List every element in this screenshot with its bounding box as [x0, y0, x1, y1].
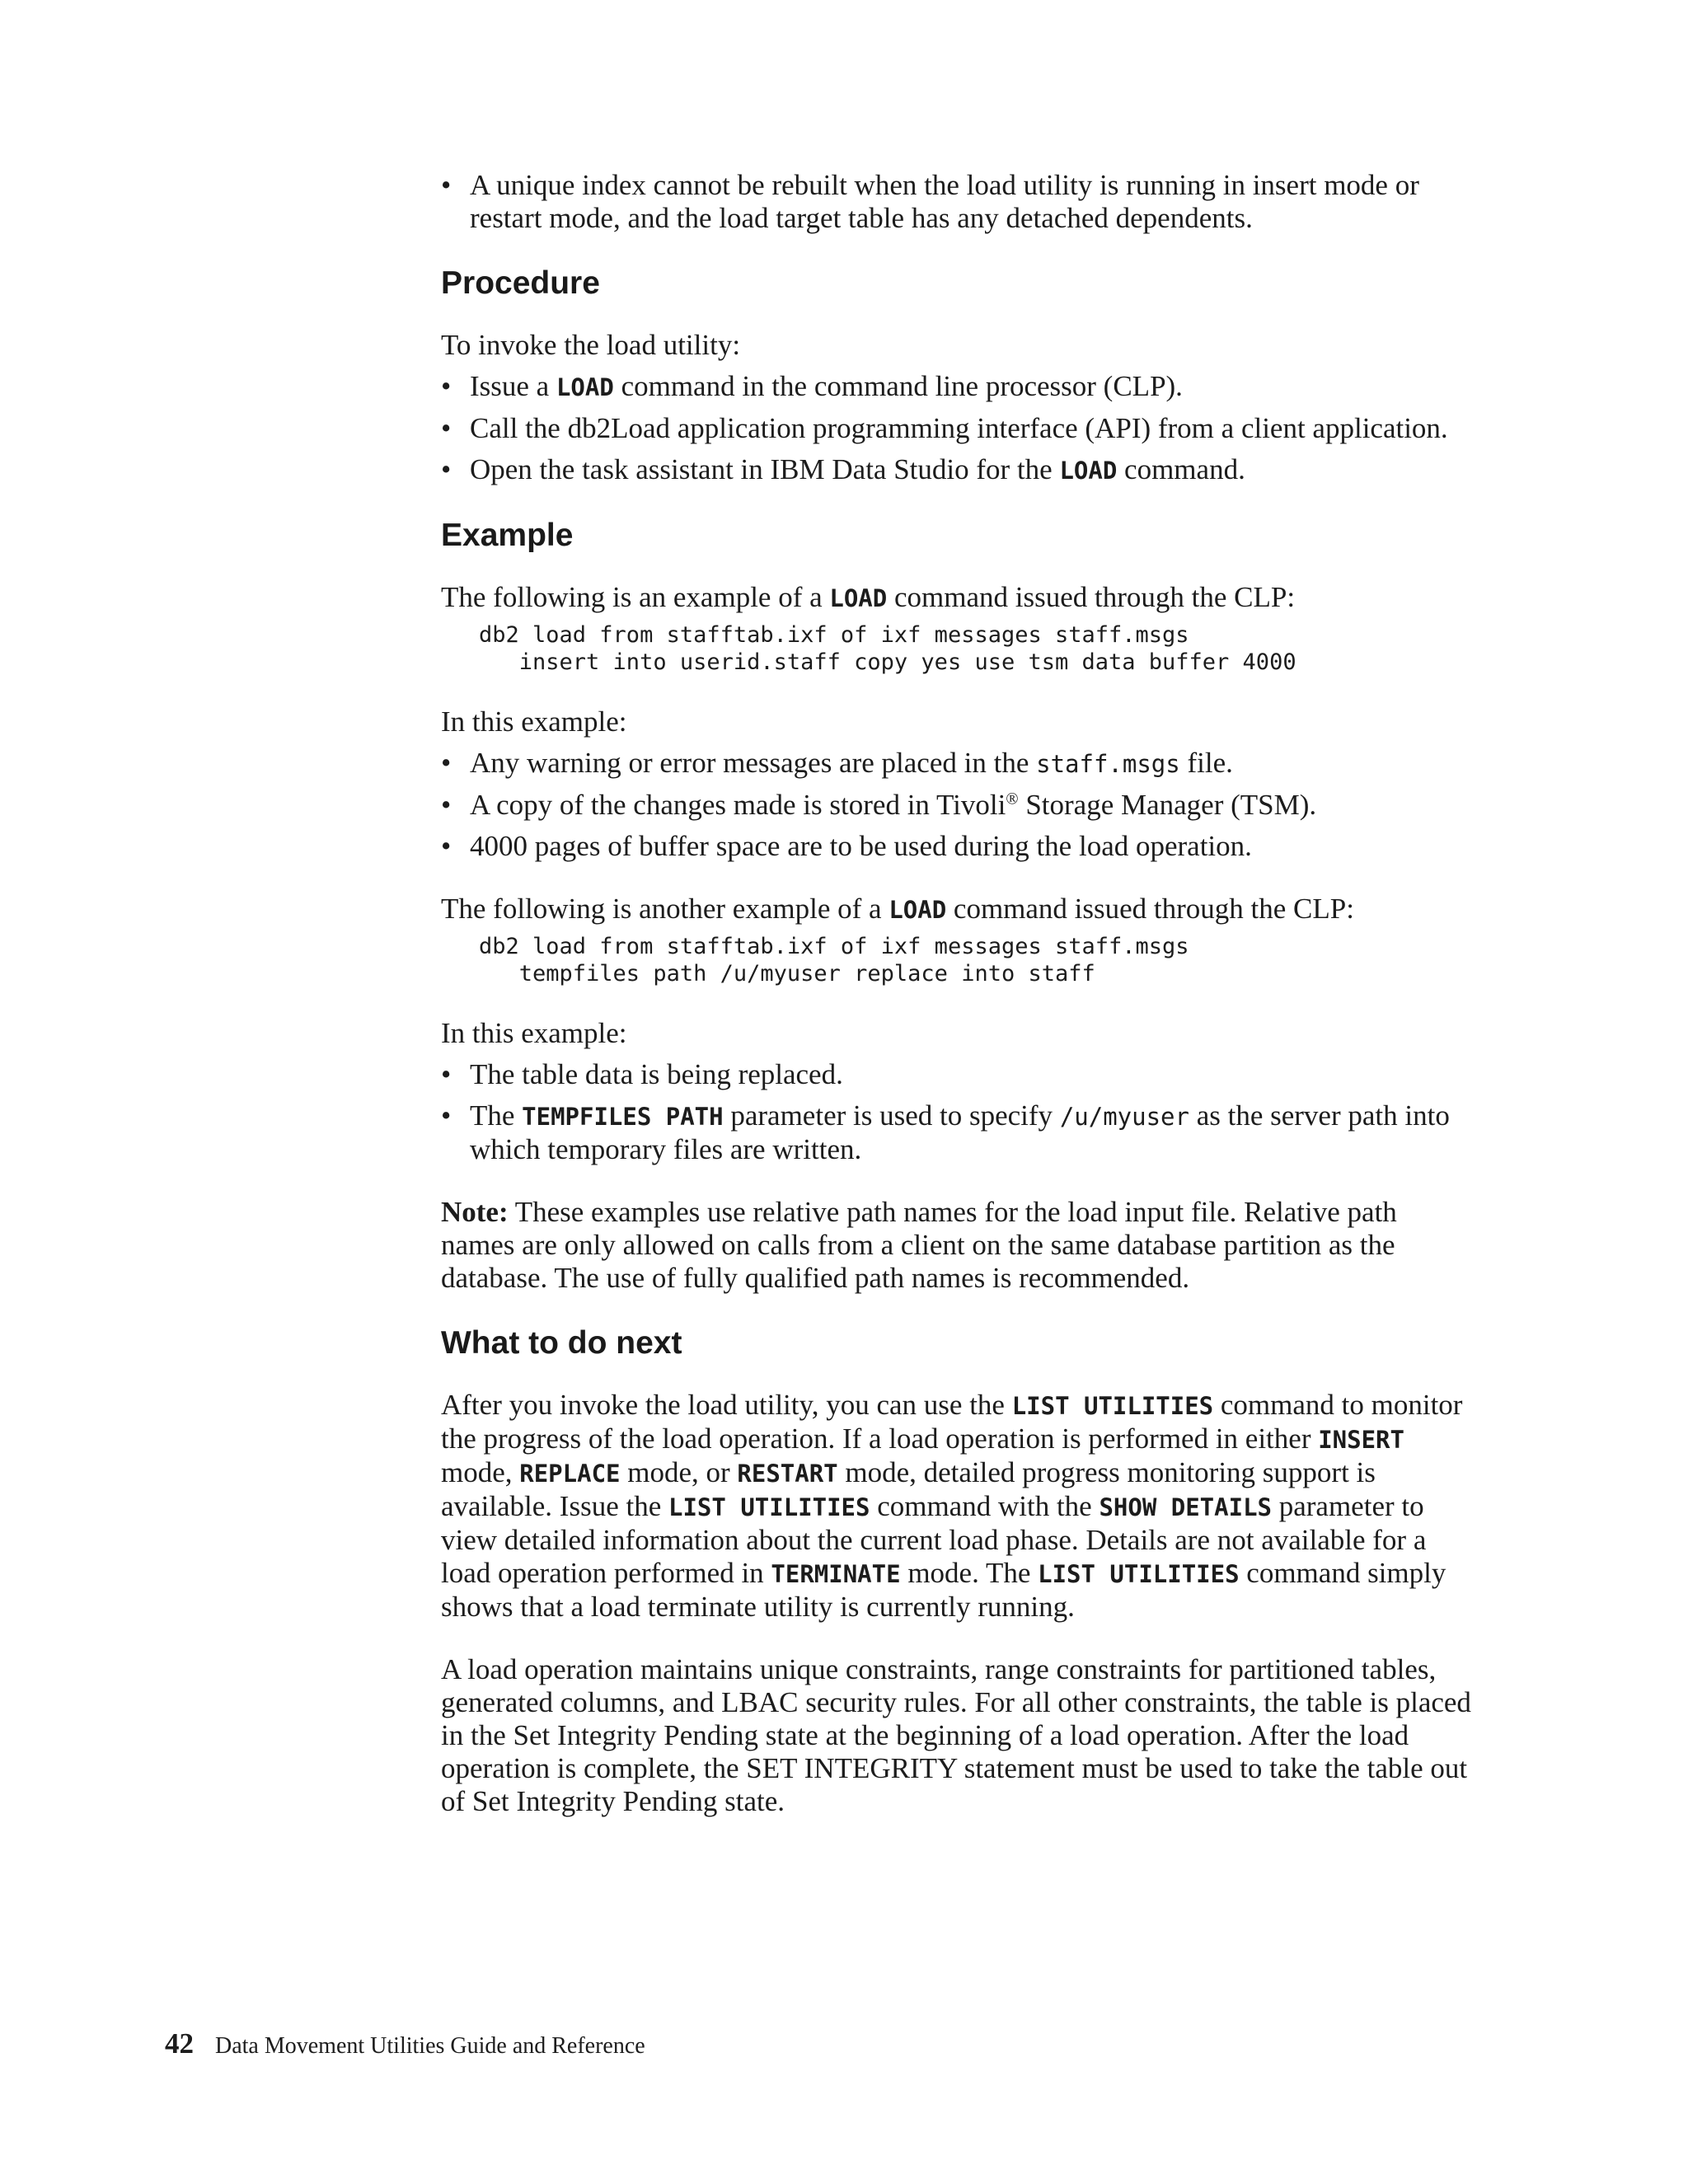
command-keyword: LOAD: [889, 896, 947, 924]
command-keyword: LIST UTILITIES: [1011, 1392, 1214, 1420]
example-intro: In this example:: [441, 1017, 627, 1049]
registered-mark: ®: [1006, 790, 1019, 808]
top-bullet-list: [441, 169, 1471, 235]
list-item: • 4000 pages of buffer space are to be used during the load operation.: [441, 830, 1471, 863]
list-item: • Issue a LOAD command in the command line processor (CLP).: [441, 370, 1471, 404]
list-item: • A unique index cannot be rebuilt when the load utility is running in insert mode or restart mode, and the load target table has any detached dependents.: [441, 169, 1471, 235]
list-item: • The TEMPFILES PATH parameter is used to specify /u/myuser as the server path into which temporary files are written.: [441, 1099, 1471, 1166]
example-heading: Example: [441, 518, 574, 553]
command-keyword: LIST UTILITIES: [668, 1493, 870, 1521]
page-number: 42: [165, 2027, 194, 2060]
command-keyword: LOAD: [556, 373, 614, 401]
list-item: • Open the task assistant in IBM Data Studio for the LOAD command.: [441, 453, 1471, 487]
book-title: Data Movement Utilities Guide and Reference: [215, 2033, 645, 2059]
parameter-keyword: SHOW DETAILS: [1099, 1493, 1272, 1521]
code-block: db2 load from stafftab.ixf of ixf messages staff.msgs tempfiles path /u/myuser replace into staff: [479, 934, 1189, 987]
example-paragraph: The following is another example of a LOAD command issued through the CLP:: [441, 893, 1354, 925]
list-item: • Any warning or error messages are placed in the staff.msgs file.: [441, 747, 1471, 780]
file-name: staff.msgs: [1036, 750, 1180, 778]
parameter-keyword: TEMPFILES PATH: [522, 1103, 724, 1131]
next-heading: What to do next: [441, 1325, 682, 1361]
procedure-heading: Procedure: [441, 265, 600, 301]
mode-keyword: INSERT: [1318, 1426, 1404, 1454]
note-label: Note:: [441, 1196, 509, 1228]
path-value: /u/myuser: [1059, 1103, 1189, 1131]
next-paragraph: A load operation maintains unique constraints, range constraints for partitioned tables, generated columns, and LBAC security rules. For all other constraints, the table is placed in the Set Integrity Pending state at the beginning of a load operation. After the load operation is complete, the SET INTEGRITY statement must be used to take the table out of Set Integrity Pending state.: [441, 1653, 1471, 1817]
list-item: • Call the db2Load application programming interface (API) from a client application.: [441, 412, 1471, 445]
example-paragraph: The following is an example of a LOAD command issued through the CLP:: [441, 581, 1296, 613]
command-keyword: LOAD: [1059, 457, 1118, 485]
list-item: • The table data is being replaced.: [441, 1058, 1471, 1091]
example-intro: In this example:: [441, 705, 627, 738]
example-list: [441, 747, 1471, 863]
example-list: [441, 1058, 1471, 1166]
code-block: db2 load from stafftab.ixf of ixf messages staff.msgs insert into userid.staff copy yes use tsm data buffer 4000: [479, 622, 1296, 675]
list-item: • A copy of the changes made is stored in Tivoli® Storage Manager (TSM).: [441, 789, 1471, 822]
mode-keyword: TERMINATE: [771, 1560, 901, 1588]
next-paragraph: After you invoke the load utility, you can use the LIST UTILITIES command to monitor the progress of the load operation. If a load operation is performed in either INSERT mode, REPLACE mode, or RESTART mode, detailed progress monitoring support is available. Issue the LIST UTILITIES command with the SHOW DETAILS parameter to view detailed information about the current load phase. Details are not available for a load operation performed in TERMINATE mode. The LIST UTILITIES command simply shows that a load terminate utility is currently running.: [441, 1389, 1463, 1623]
procedure-list: [441, 370, 1471, 487]
command-keyword: LIST UTILITIES: [1038, 1560, 1240, 1588]
procedure-intro: To invoke the load utility:: [441, 329, 741, 361]
page-content: [441, 169, 1471, 1818]
mode-keyword: REPLACE: [519, 1460, 621, 1488]
mode-keyword: RESTART: [737, 1460, 838, 1488]
note-paragraph: Note: These examples use relative path names for the load input file. Relative path names are only allowed on calls from a client on the same database partition as the database. The use of fully qualified path names is recommended.: [441, 1196, 1397, 1294]
page-footer: [165, 2029, 645, 2061]
command-keyword: LOAD: [829, 584, 888, 612]
